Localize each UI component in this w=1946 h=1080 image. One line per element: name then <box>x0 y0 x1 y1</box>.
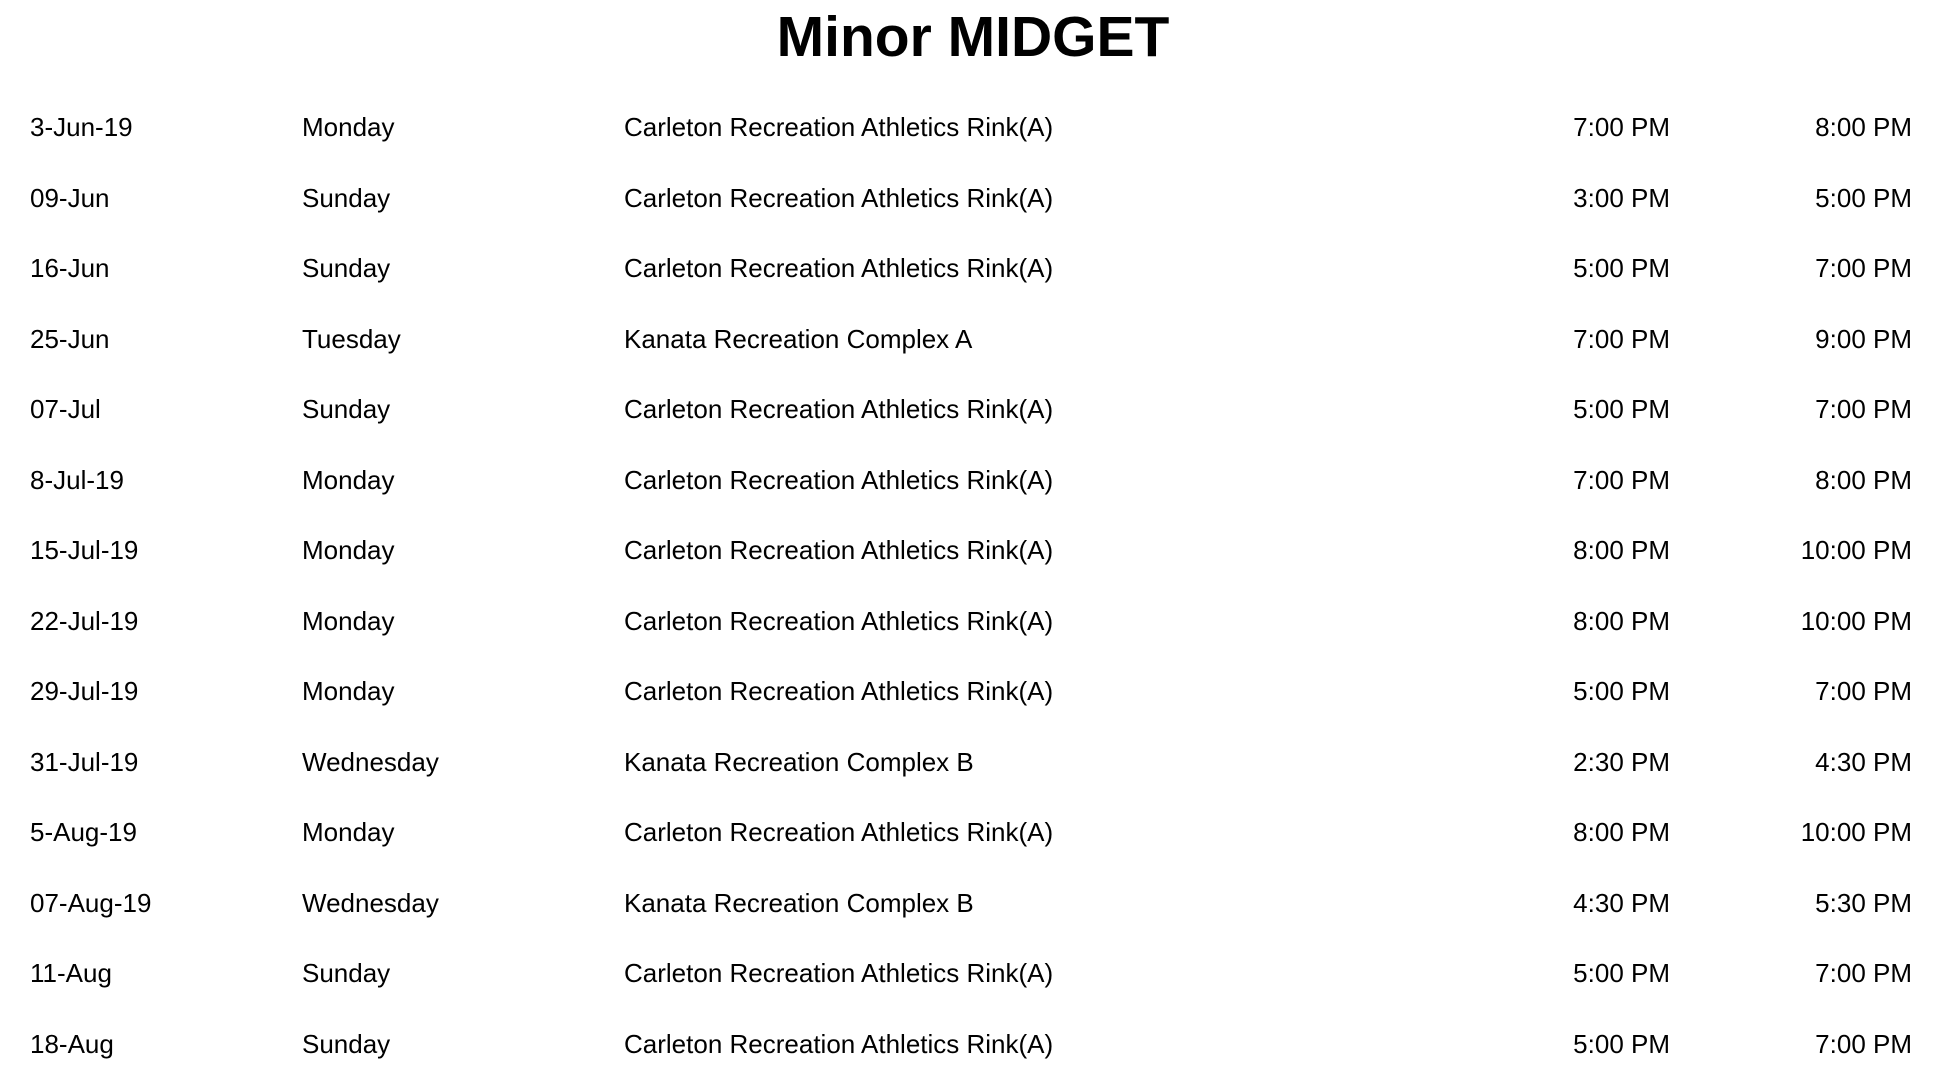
schedule-row <box>0 586 1946 657</box>
venue-cell: Carleton Recreation Athletics Rink(A) <box>624 535 1054 565</box>
schedule-row <box>0 727 1946 798</box>
start-time-cell: 3:00 PM <box>1573 182 1670 213</box>
venue-cell: Carleton Recreation Athletics Rink(A) <box>624 253 1054 283</box>
venue-cell: Carleton Recreation Athletics Rink(A) <box>624 112 1054 142</box>
start-time-cell: 2:30 PM <box>1573 746 1670 777</box>
date-cell: 18-Aug <box>30 1028 114 1059</box>
date-cell: 25-Jun <box>30 323 110 354</box>
date-cell: 8-Jul-19 <box>30 464 124 495</box>
schedule-row <box>0 233 1946 304</box>
end-time-cell: 7:00 PM <box>1815 1028 1912 1059</box>
date-cell: 07-Jul <box>30 394 101 424</box>
venue-cell: Carleton Recreation Athletics Rink(A) <box>624 182 1054 213</box>
venue-cell: Carleton Recreation Athletics Rink(A) <box>624 464 1054 495</box>
day-cell: Monday <box>302 464 395 495</box>
start-time-cell: 4:30 PM <box>1573 887 1670 918</box>
date-cell: 11-Aug <box>30 958 112 988</box>
day-cell: Monday <box>302 817 395 847</box>
date-cell: 31-Jul-19 <box>30 746 139 777</box>
date-cell: 15-Jul-19 <box>30 535 139 565</box>
day-cell: Sunday <box>302 394 391 424</box>
day-cell: Sunday <box>302 1028 391 1059</box>
day-cell: Monday <box>302 535 395 565</box>
date-cell: 16-Jun <box>30 253 110 283</box>
schedule-row <box>0 445 1946 516</box>
end-time-cell: 10:00 PM <box>1800 817 1912 847</box>
venue-cell: Carleton Recreation Athletics Rink(A) <box>624 817 1054 847</box>
schedule-row <box>0 163 1946 234</box>
date-cell: 29-Jul-19 <box>30 676 139 706</box>
date-cell: 09-Jun <box>30 182 110 213</box>
venue-cell: Kanata Recreation Complex B <box>624 746 974 777</box>
schedule-row <box>0 304 1946 375</box>
schedule-row <box>0 797 1946 868</box>
end-time-cell: 7:00 PM <box>1815 676 1912 706</box>
end-time-cell: 7:00 PM <box>1815 394 1912 424</box>
day-cell: Sunday <box>302 182 391 213</box>
schedule-row <box>0 868 1946 939</box>
end-time-cell: 9:00 PM <box>1815 323 1912 354</box>
venue-cell: Kanata Recreation Complex B <box>624 887 974 918</box>
schedule-row <box>0 938 1946 1009</box>
page-title: Minor MIDGET <box>776 5 1170 69</box>
start-time-cell: 8:00 PM <box>1573 535 1670 565</box>
start-time-cell: 5:00 PM <box>1573 253 1670 283</box>
end-time-cell: 5:30 PM <box>1815 887 1912 918</box>
day-cell: Wednesday <box>302 746 439 777</box>
venue-cell: Carleton Recreation Athletics Rink(A) <box>624 958 1054 988</box>
venue-cell: Carleton Recreation Athletics Rink(A) <box>624 394 1054 424</box>
start-time-cell: 5:00 PM <box>1573 394 1670 424</box>
schedule-table <box>0 92 1946 1079</box>
end-time-cell: 10:00 PM <box>1800 535 1912 565</box>
day-cell: Tuesday <box>302 323 401 354</box>
start-time-cell: 5:00 PM <box>1573 958 1670 988</box>
start-time-cell: 5:00 PM <box>1573 676 1670 706</box>
start-time-cell: 5:00 PM <box>1573 1028 1670 1059</box>
start-time-cell: 8:00 PM <box>1573 605 1670 636</box>
end-time-cell: 8:00 PM <box>1815 112 1912 142</box>
end-time-cell: 8:00 PM <box>1815 464 1912 495</box>
date-cell: 3-Jun-19 <box>30 112 133 142</box>
start-time-cell: 8:00 PM <box>1573 817 1670 847</box>
end-time-cell: 7:00 PM <box>1815 958 1912 988</box>
end-time-cell: 7:00 PM <box>1815 253 1912 283</box>
venue-cell: Carleton Recreation Athletics Rink(A) <box>624 676 1054 706</box>
schedule-row <box>0 1009 1946 1080</box>
end-time-cell: 5:00 PM <box>1815 182 1912 213</box>
day-cell: Sunday <box>302 253 391 283</box>
end-time-cell: 10:00 PM <box>1800 605 1912 636</box>
end-time-cell: 4:30 PM <box>1815 746 1912 777</box>
schedule-row <box>0 374 1946 445</box>
start-time-cell: 7:00 PM <box>1573 464 1670 495</box>
schedule-row <box>0 92 1946 163</box>
venue-cell: Carleton Recreation Athletics Rink(A) <box>624 605 1054 636</box>
start-time-cell: 7:00 PM <box>1573 112 1670 142</box>
day-cell: Monday <box>302 112 395 142</box>
venue-cell: Kanata Recreation Complex A <box>624 323 973 354</box>
date-cell: 07-Aug-19 <box>30 887 152 918</box>
day-cell: Monday <box>302 605 395 636</box>
date-cell: 22-Jul-19 <box>30 605 139 636</box>
date-cell: 5-Aug-19 <box>30 817 137 847</box>
start-time-cell: 7:00 PM <box>1573 323 1670 354</box>
venue-cell: Carleton Recreation Athletics Rink(A) <box>624 1028 1054 1059</box>
day-cell: Wednesday <box>302 887 439 918</box>
day-cell: Sunday <box>302 958 391 988</box>
schedule-row <box>0 515 1946 586</box>
day-cell: Monday <box>302 676 395 706</box>
schedule-row <box>0 656 1946 727</box>
